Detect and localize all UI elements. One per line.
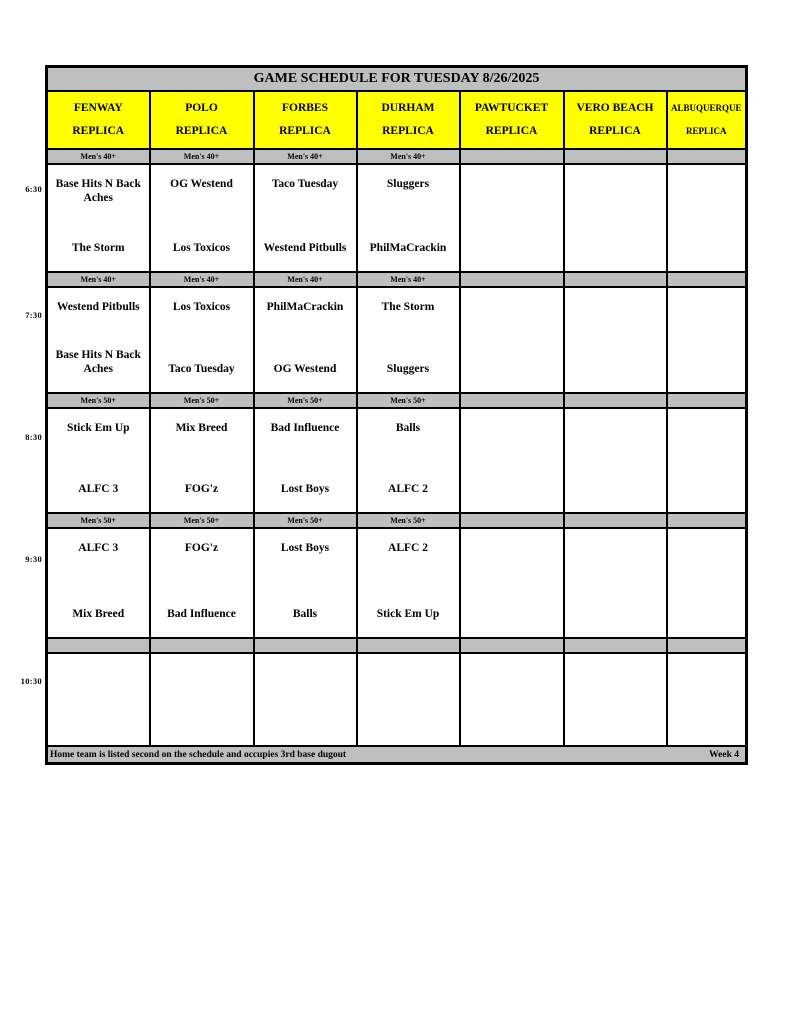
- home-team: The Storm: [71, 242, 125, 254]
- division-label: Men's 50+: [47, 513, 150, 528]
- game-cell: [564, 408, 667, 513]
- game-cell: [150, 408, 254, 513]
- away-team: FOG'z: [184, 542, 219, 554]
- home-team: Bad Influence: [167, 608, 236, 620]
- field-name: PAWTUCKET: [474, 102, 549, 114]
- field-name: ALBUQUERQUE: [670, 103, 742, 113]
- game-cell: [150, 287, 254, 393]
- field-suffix: REPLICA: [485, 125, 538, 137]
- field-header-pawtucket: [460, 91, 564, 149]
- division-label: Men's 50+: [150, 513, 254, 528]
- division-label: [357, 638, 460, 653]
- game-cell: [150, 528, 254, 638]
- field-header-albuquerque: [667, 91, 747, 149]
- away-team: Base Hits N Back Aches: [55, 178, 141, 204]
- field-suffix: REPLICA: [589, 125, 641, 137]
- division-label: [254, 638, 357, 653]
- division-label: [667, 393, 747, 408]
- away-team: OG Westend: [170, 178, 233, 190]
- week-label: Week 4: [709, 749, 739, 760]
- field-header-polo: [150, 91, 254, 149]
- game-cell: [667, 164, 747, 272]
- field-suffix: REPLICA: [175, 125, 228, 137]
- footer-row: [47, 746, 747, 764]
- schedule-table: [45, 65, 748, 765]
- game-cell: [47, 528, 150, 638]
- time-label-830: 8:30: [25, 432, 42, 442]
- game-cell: [254, 287, 357, 393]
- game-cell: [564, 164, 667, 272]
- game-row-1030: [47, 653, 747, 746]
- division-row-730: [47, 272, 747, 287]
- game-cell: [47, 287, 150, 393]
- home-team: Taco Tuesday: [168, 363, 235, 375]
- division-row-830: [47, 393, 747, 408]
- home-team: Sluggers: [386, 363, 430, 375]
- division-row-930: [47, 513, 747, 528]
- division-label: [564, 513, 667, 528]
- division-row-1030: [47, 638, 747, 653]
- home-team: Balls: [292, 608, 318, 620]
- division-label: Men's 40+: [357, 272, 460, 287]
- division-label: Men's 50+: [357, 393, 460, 408]
- time-label-930: 9:30: [25, 554, 42, 564]
- field-header-row: [47, 91, 747, 149]
- game-cell: [667, 287, 747, 393]
- game-cell: [564, 528, 667, 638]
- division-label: [460, 149, 564, 164]
- field-name: DURHAM: [381, 102, 435, 114]
- game-cell: [357, 408, 460, 513]
- away-team: PhilMaCrackin: [266, 301, 344, 313]
- home-team: Base Hits N Back Aches: [55, 349, 141, 375]
- division-label: Men's 50+: [357, 513, 460, 528]
- game-cell: [564, 653, 667, 746]
- game-cell: [150, 164, 254, 272]
- home-team: OG Westend: [273, 363, 337, 375]
- field-header-vero-beach: [564, 91, 667, 149]
- division-label: [460, 513, 564, 528]
- game-cell: [460, 528, 564, 638]
- division-label: Men's 50+: [254, 513, 357, 528]
- game-row-630: [47, 164, 747, 272]
- game-cell: [357, 653, 460, 746]
- away-team: Bad Influence: [270, 422, 340, 434]
- schedule-title: GAME SCHEDULE FOR TUESDAY 8/26/2025: [47, 67, 747, 92]
- field-name: POLO: [185, 102, 218, 114]
- away-team: Sluggers: [386, 178, 430, 190]
- division-label: Men's 40+: [254, 149, 357, 164]
- away-team: Balls: [395, 422, 421, 434]
- division-label: Men's 40+: [254, 272, 357, 287]
- game-cell: [254, 164, 357, 272]
- away-team: Westend Pitbulls: [56, 301, 140, 313]
- game-cell: [357, 528, 460, 638]
- away-team: Taco Tuesday: [271, 178, 339, 190]
- away-team: ALFC 3: [78, 542, 119, 554]
- game-cell: [667, 408, 747, 513]
- home-team: Lost Boys: [280, 483, 330, 495]
- division-label: Men's 50+: [254, 393, 357, 408]
- game-row-930: [47, 528, 747, 638]
- division-label: Men's 50+: [47, 393, 150, 408]
- division-label: [667, 149, 747, 164]
- field-name: FORBES: [281, 102, 328, 114]
- away-team: ALFC 2: [388, 542, 428, 554]
- field-suffix: REPLICA: [685, 126, 727, 136]
- division-label: [564, 638, 667, 653]
- game-row-830: [47, 408, 747, 513]
- division-label: [460, 272, 564, 287]
- division-label: [667, 638, 747, 653]
- division-label: Men's 40+: [150, 149, 254, 164]
- field-name: FENWAY: [73, 102, 123, 114]
- division-label: [667, 272, 747, 287]
- game-cell: [47, 408, 150, 513]
- field-suffix: REPLICA: [72, 125, 125, 137]
- game-row-730: [47, 287, 747, 393]
- division-label: [564, 272, 667, 287]
- time-label-730: 7:30: [25, 310, 42, 320]
- game-cell: [150, 653, 254, 746]
- game-cell: [47, 653, 150, 746]
- away-team: Los Toxicos: [172, 301, 231, 313]
- division-label: Men's 40+: [47, 149, 150, 164]
- field-suffix: REPLICA: [382, 125, 434, 137]
- division-label: [460, 638, 564, 653]
- home-team: FOG'z: [184, 483, 219, 495]
- away-team: Lost Boys: [280, 542, 330, 554]
- home-team: ALFC 3: [78, 483, 119, 495]
- time-label-630: 6:30: [25, 184, 42, 194]
- field-header-fenway: [47, 91, 150, 149]
- game-cell: [357, 287, 460, 393]
- home-team: Los Toxicos: [172, 242, 231, 254]
- game-cell: [254, 408, 357, 513]
- game-cell: [460, 164, 564, 272]
- away-team: Stick Em Up: [66, 422, 130, 434]
- game-cell: [460, 408, 564, 513]
- division-row-630: [47, 149, 747, 164]
- division-label: [150, 638, 254, 653]
- division-label: [667, 513, 747, 528]
- field-name: VERO BEACH: [576, 102, 654, 114]
- away-team: The Storm: [381, 301, 435, 313]
- game-cell: [357, 164, 460, 272]
- division-label: Men's 40+: [47, 272, 150, 287]
- game-cell: [667, 528, 747, 638]
- division-label: Men's 40+: [150, 272, 254, 287]
- home-team: PhilMaCrackin: [369, 242, 447, 254]
- game-cell: [460, 287, 564, 393]
- division-label: Men's 40+: [357, 149, 460, 164]
- division-label: [460, 393, 564, 408]
- field-header-durham: [357, 91, 460, 149]
- game-cell: [667, 653, 747, 746]
- division-label: Men's 50+: [150, 393, 254, 408]
- field-suffix: REPLICA: [279, 125, 331, 137]
- home-team: ALFC 2: [388, 483, 428, 495]
- home-team: Westend Pitbulls: [263, 242, 347, 254]
- time-label-1030: 10:30: [20, 676, 42, 686]
- game-cell: [460, 653, 564, 746]
- footer-note: Home team is listed second on the schedule and occupies 3rd base dugout: [50, 749, 347, 760]
- division-label: [564, 149, 667, 164]
- home-team: Mix Breed: [72, 608, 125, 620]
- division-label: [564, 393, 667, 408]
- division-label: [47, 638, 150, 653]
- game-cell: [254, 528, 357, 638]
- home-team: Stick Em Up: [376, 608, 440, 620]
- away-team: Mix Breed: [175, 422, 228, 434]
- game-cell: [564, 287, 667, 393]
- field-header-forbes: [254, 91, 357, 149]
- game-cell: [47, 164, 150, 272]
- game-cell: [254, 653, 357, 746]
